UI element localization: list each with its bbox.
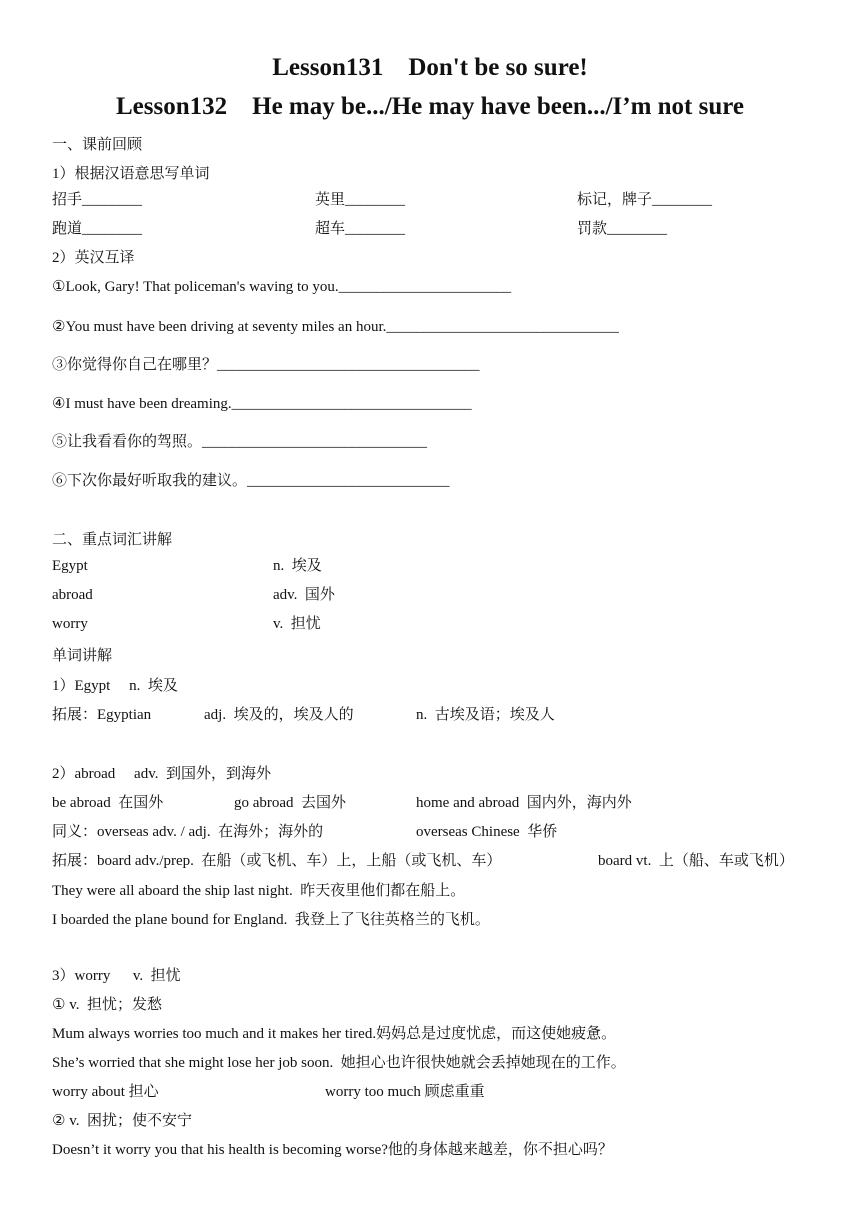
abroad-extension-verb: board vt. 上（船、车或飞机） — [598, 853, 794, 869]
lesson-title-132: Lesson132 He may be.../He may have been.../I’m not sure — [116, 93, 744, 120]
entry-worry-heading: 3）worry v. 担忧 — [52, 968, 181, 984]
vocab-meaning: v. 担忧 — [273, 616, 321, 632]
vocab-meaning: adv. 国外 — [273, 587, 335, 603]
worry-example-3: Doesn’t it worry you that his health is becoming worse?他的身体越来越差，你不担心吗？ — [52, 1142, 613, 1158]
abroad-synonym: 同义：overseas adv. / adj. 在海外；海外的 — [52, 824, 324, 840]
word-blank-sign: 标记，牌子________ — [577, 192, 713, 208]
translation-item-2: ②You must have been driving at seventy miles an hour._______________________________ — [52, 319, 619, 335]
word-blank-track: 跑道________ — [52, 221, 143, 237]
section-review-heading: 一、课前回顾 — [52, 137, 143, 153]
translation-item-4: ④I must have been dreaming.________________________________ — [52, 396, 472, 412]
task-translate-heading: 2）英汉互译 — [52, 250, 135, 266]
vocab-word: worry — [52, 616, 88, 632]
translation-item-1: ①Look, Gary! That policeman's waving to you._______________________ — [52, 279, 512, 295]
word-blank-fine: 罚款________ — [577, 221, 668, 237]
section-vocab-heading: 二、重点词汇讲解 — [52, 532, 173, 548]
lesson-title-131: Lesson131 Don't be so sure! — [272, 54, 588, 81]
worry-example-1: Mum always worries too much and it makes her tired.妈妈总是过度忧虑，而这使她疲惫。 — [52, 1026, 617, 1042]
abroad-phrase-be: be abroad 在国外 — [52, 795, 164, 811]
abroad-synonym-phrase: overseas Chinese 华侨 — [416, 824, 558, 840]
translation-item-5: ⑤让我看看你的驾照。______________________________ — [52, 434, 428, 450]
translation-item-3: ③你觉得你自己在哪里？___________________________________ — [52, 357, 480, 373]
abroad-example-2: I boarded the plane bound for England. 我登上了飞往英格兰的飞机。 — [52, 912, 490, 928]
entry-egypt-heading: 1）Egypt n. 埃及 — [52, 678, 178, 694]
vocab-meaning: n. 埃及 — [273, 558, 322, 574]
task-write-words-heading: 1）根据汉语意思写单词 — [52, 166, 210, 182]
egypt-extension-adj: adj. 埃及的，埃及人的 — [204, 707, 354, 723]
worry-phrase-too-much: worry too much 顾虑重重 — [325, 1084, 485, 1100]
vocab-word: abroad — [52, 587, 93, 603]
abroad-phrase-home: home and abroad 国内外，海内外 — [416, 795, 632, 811]
word-blank-mile: 英里________ — [315, 192, 406, 208]
egypt-extension-label: 拓展：Egyptian — [52, 707, 152, 723]
entry-abroad-heading: 2）abroad adv. 到国外，到海外 — [52, 766, 271, 782]
word-blank-wave: 招手________ — [52, 192, 143, 208]
worry-phrase-about: worry about 担心 — [52, 1084, 159, 1100]
abroad-extension: 拓展：board adv./prep. 在船（或飞机、车）上，上船（或飞机、车） — [52, 853, 502, 869]
word-blank-overtake: 超车________ — [315, 221, 406, 237]
worry-example-2: She’s worried that she might lose her job soon. 她担心也许很快她就会丢掉她现在的工作。 — [52, 1055, 626, 1071]
worry-sense-1: ① v. 担忧；发愁 — [52, 997, 162, 1013]
translation-item-6: ⑥下次你最好听取我的建议。___________________________ — [52, 473, 450, 489]
abroad-example-1: They were all aboard the ship last night. 昨天夜里他们都在船上。 — [52, 883, 466, 899]
vocab-word: Egypt — [52, 558, 88, 574]
word-explanation-heading: 单词讲解 — [52, 648, 113, 664]
abroad-phrase-go: go abroad 去国外 — [234, 795, 347, 811]
worry-sense-2: ② v. 困扰；使不安宁 — [52, 1113, 192, 1129]
egypt-extension-noun: n. 古埃及语；埃及人 — [416, 707, 555, 723]
